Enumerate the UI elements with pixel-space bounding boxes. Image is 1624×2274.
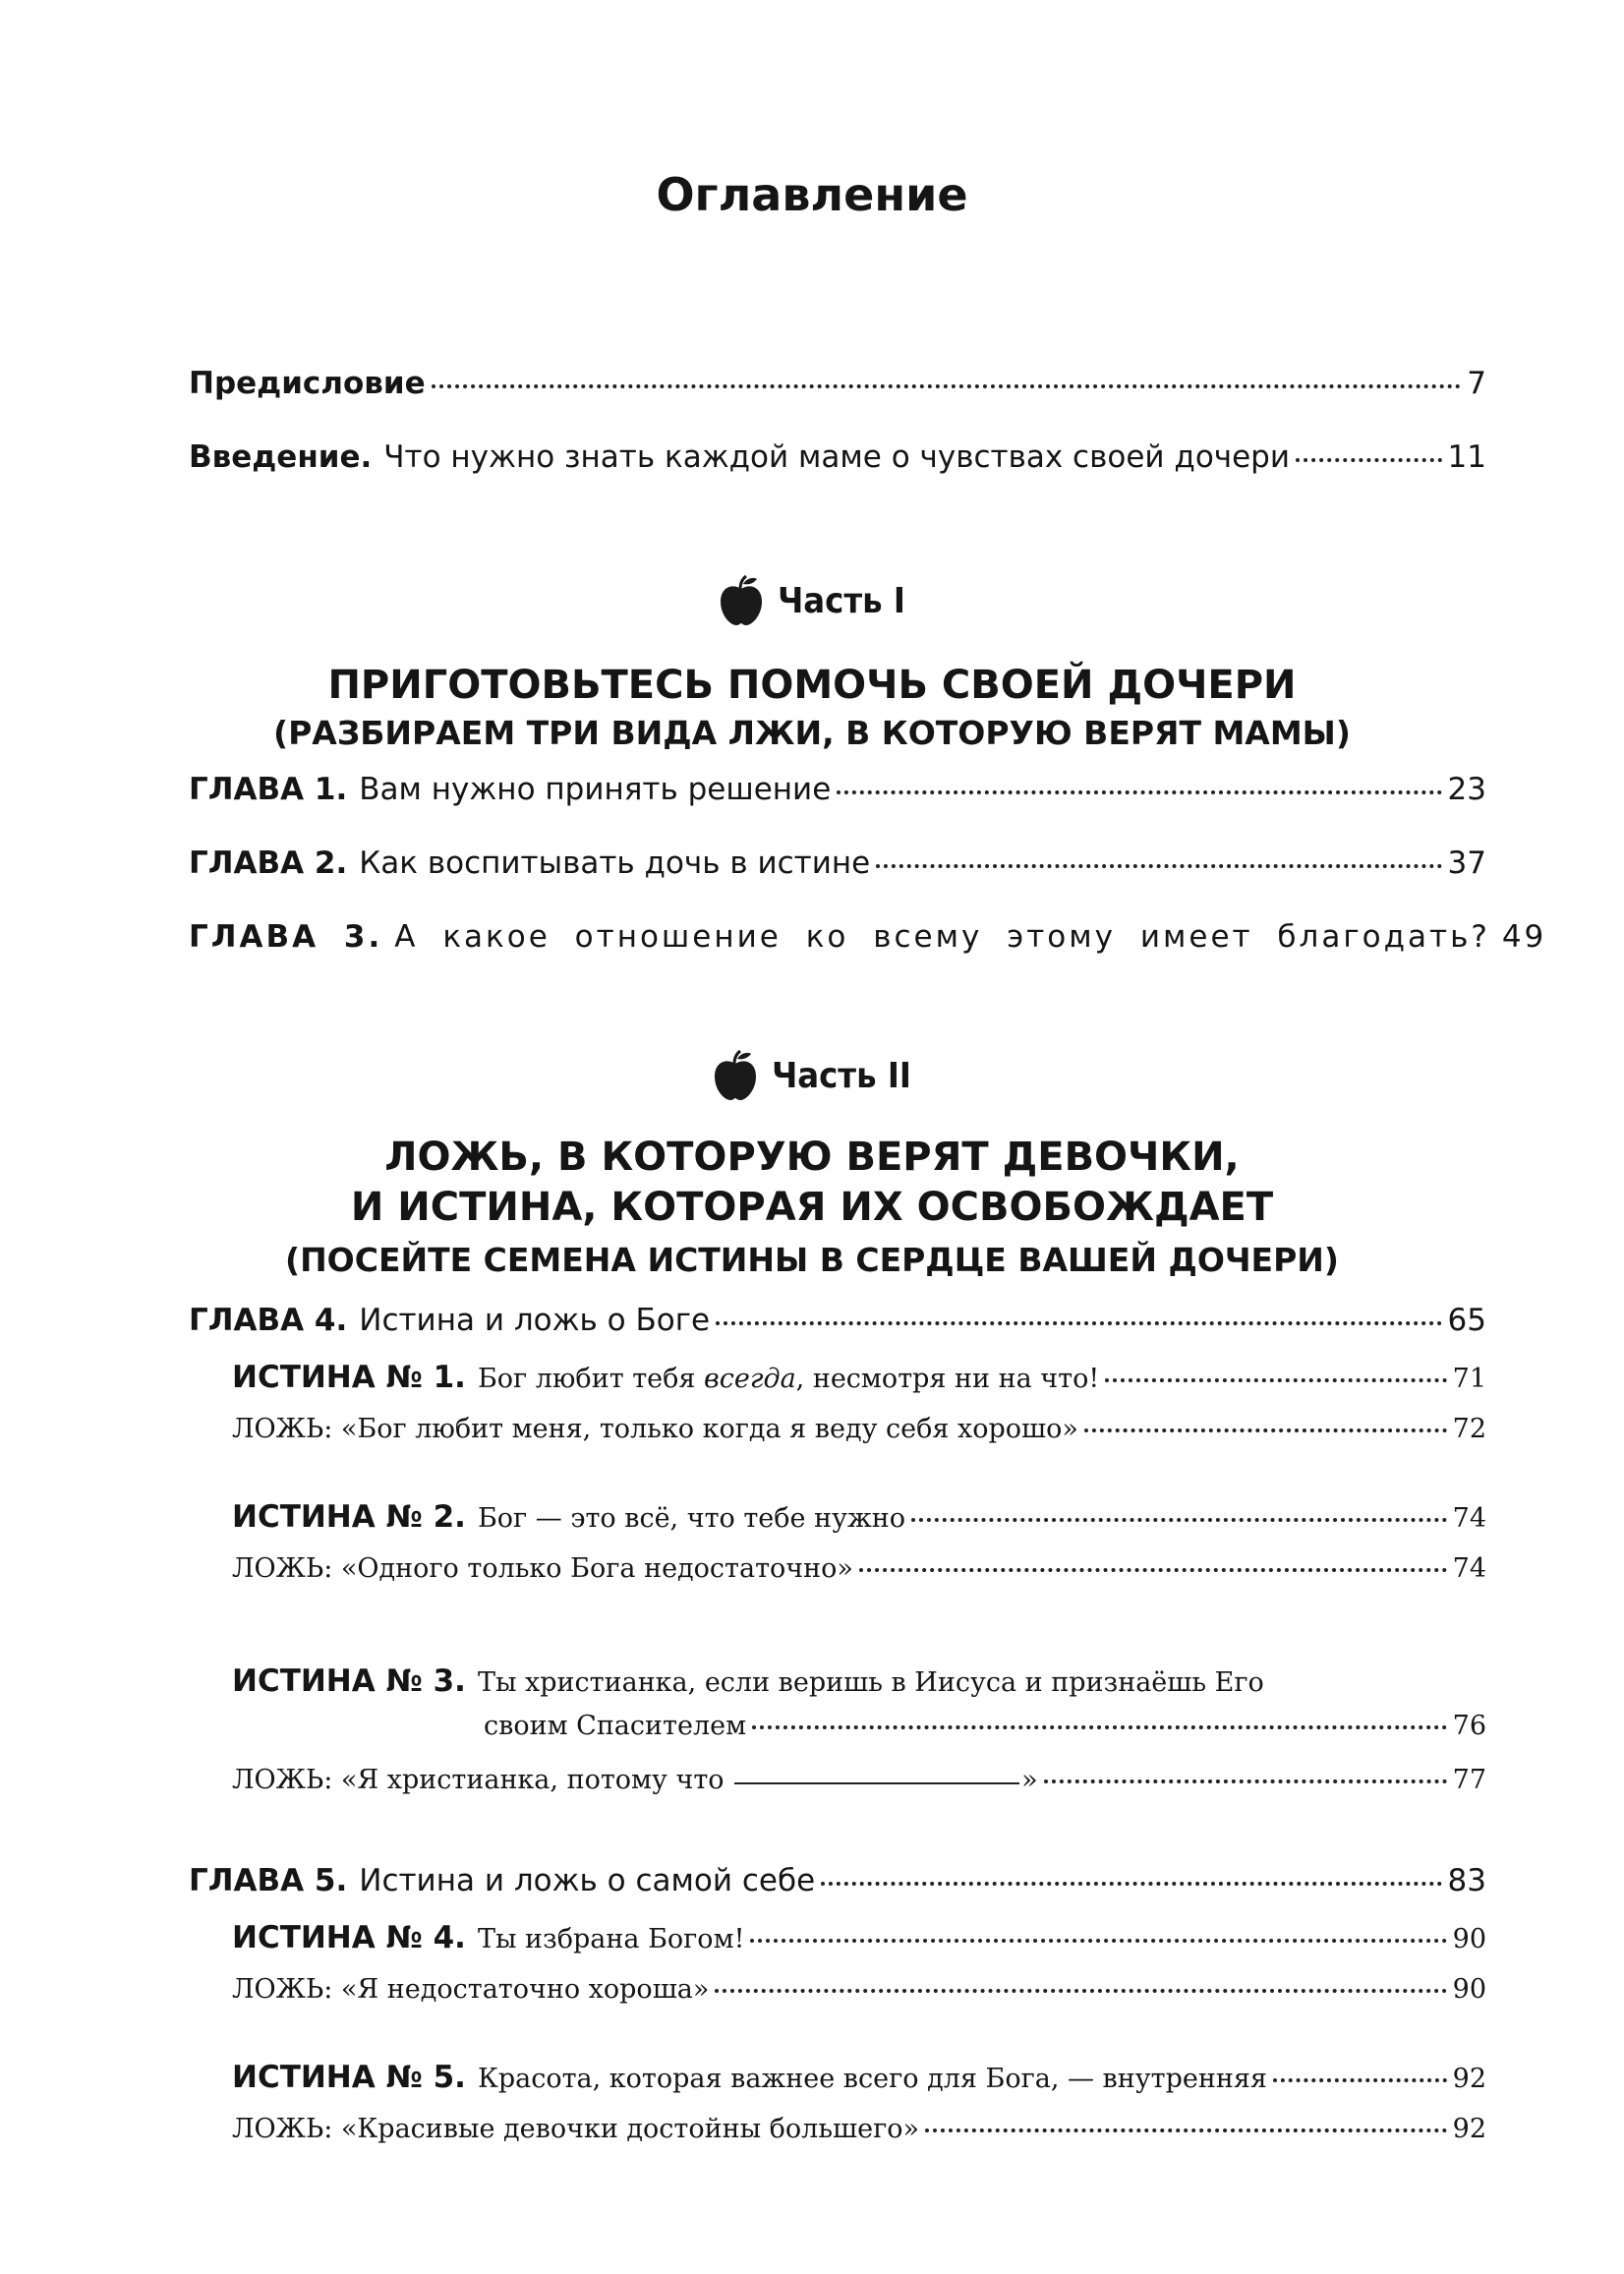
page-number: 74 xyxy=(1452,1553,1486,1584)
toc-entry-chapter-1[interactable] xyxy=(189,772,1486,823)
part-2-heading-line-2: И ИСТИНА, КОТОРАЯ ИХ ОСВОБОЖДАЕТ xyxy=(350,1185,1274,1230)
part-1-label-row xyxy=(0,575,1624,630)
part-1-label: Часть I xyxy=(778,580,905,621)
page-number: 90 xyxy=(1452,1974,1486,2005)
entry-prefix: ИСТИНА № 1. xyxy=(232,1360,466,1395)
entry-prefix: ИСТИНА № 5. xyxy=(232,2060,466,2095)
entry-prefix: ГЛАВА 2. xyxy=(189,845,348,881)
entry-prefix: ГЛАВА 1. xyxy=(189,772,348,807)
part-1-heading: ПРИГОТОВЬТЕСЬ ПОМОЧЬ СВОЕЙ ДОЧЕРИ xyxy=(327,663,1297,708)
entry-prefix: Введение. xyxy=(189,439,373,475)
emphasis-text: всегда xyxy=(704,1364,796,1394)
part-2-heading-line-1: ЛОЖЬ, В КОТОРУЮ ВЕРЯТ ДЕВОЧКИ, xyxy=(384,1135,1240,1180)
entry-label-continuation: своим Спасителем xyxy=(484,1711,747,1741)
entry-label: Как воспитывать дочь в истине xyxy=(359,845,871,881)
dot-leader xyxy=(859,1567,1447,1572)
toc-entry-truth-5[interactable] xyxy=(232,2060,1486,2105)
dot-leader xyxy=(715,1988,1446,1993)
toc-entry-introduction[interactable] xyxy=(189,439,1486,491)
dot-leader xyxy=(1105,1377,1446,1382)
part-2-label-row xyxy=(0,1050,1624,1105)
page-number: 49 xyxy=(1501,919,1547,955)
entry-label: Что нужно знать каждой маме о чувствах своей дочери xyxy=(383,439,1291,475)
entry-label: ЛОЖЬ: «Я недостаточно хороша» xyxy=(232,1974,710,2005)
page-number: 11 xyxy=(1447,439,1486,475)
entry-label: ЛОЖЬ: «Одного только Бога недостаточно» xyxy=(232,1553,853,1584)
page-number: 76 xyxy=(1452,1711,1486,1741)
toc-entry-lie-2[interactable] xyxy=(232,1553,1486,1599)
page-number: 83 xyxy=(1447,1863,1486,1898)
dot-leader xyxy=(432,383,1462,388)
fill-in-blank xyxy=(734,1782,1019,1784)
toc-entry-chapter-4[interactable] xyxy=(189,1303,1486,1354)
page-number: 7 xyxy=(1467,366,1486,401)
entry-prefix: ГЛАВА 4. xyxy=(189,1303,348,1338)
page-number: 77 xyxy=(1452,1765,1486,1795)
entry-label: Бог — это всё, что тебе нужно xyxy=(477,1503,906,1534)
page-title: Оглавление xyxy=(656,168,968,221)
dot-leader xyxy=(1084,1428,1447,1432)
dot-leader xyxy=(925,2128,1447,2132)
apple-icon xyxy=(713,1050,758,1101)
page-number: 37 xyxy=(1447,845,1486,881)
entry-prefix: ИСТИНА № 2. xyxy=(232,1499,466,1535)
dot-leader xyxy=(1296,457,1442,462)
toc-entry-chapter-2[interactable] xyxy=(189,845,1486,897)
entry-label: Вам нужно принять решение xyxy=(359,772,832,807)
page-number: 92 xyxy=(1452,2064,1486,2094)
entry-prefix: ГЛАВА 5. xyxy=(189,1863,348,1898)
dot-leader xyxy=(1044,1778,1447,1783)
entry-label: Ты избрана Богом! xyxy=(477,1924,745,1954)
toc-entry-truth-2[interactable] xyxy=(232,1499,1486,1545)
page-number: 74 xyxy=(1452,1503,1486,1534)
dot-leader xyxy=(752,1724,1447,1729)
entry-label: Ты христианка, если веришь в Иисуса и признаёшь Его xyxy=(477,1667,1264,1698)
toc-entry-chapter-5[interactable] xyxy=(189,1863,1486,1914)
entry-label: ЛОЖЬ: «Бог любит меня, только когда я веду себя хорошо» xyxy=(232,1414,1078,1444)
apple-icon xyxy=(719,575,764,626)
toc-entry-preface[interactable] xyxy=(189,366,1486,417)
entry-label: Истина и ложь о Боге xyxy=(359,1303,711,1338)
entry-prefix: ИСТИНА № 4. xyxy=(232,1920,466,1955)
dot-leader xyxy=(716,1320,1441,1325)
entry-label: А какое отношение ко всему этому имеет благодать? xyxy=(394,919,1490,955)
page-number: 92 xyxy=(1452,2114,1486,2144)
entry-prefix: ГЛАВА 3. xyxy=(189,919,383,955)
part-2-label: Часть II xyxy=(772,1055,911,1096)
entry-label: Истина и ложь о самой себе xyxy=(359,1863,816,1898)
dot-leader xyxy=(750,1938,1446,1943)
part-1-subheading: (РАЗБИРАЕМ ТРИ ВИДА ЛЖИ, В КОТОРУЮ ВЕРЯТ МАМЫ) xyxy=(273,714,1351,752)
page-number: 65 xyxy=(1447,1303,1486,1338)
page-number: 23 xyxy=(1447,772,1486,807)
entry-label: Бог любит тебя всегда, несмотря ни на что! xyxy=(477,1364,1100,1394)
dot-leader xyxy=(1273,2077,1447,2082)
toc-entry-lie-1[interactable] xyxy=(232,1414,1486,1459)
page-number: 72 xyxy=(1452,1414,1486,1444)
entry-label: ЛОЖЬ: «Я христианка, потому что » xyxy=(232,1765,1038,1795)
entry-label: ЛОЖЬ: «Красивые девочки достойны большего» xyxy=(232,2114,920,2144)
entry-label: Красота, которая важнее всего для Бога, — внутренняя xyxy=(477,2064,1267,2094)
toc-entry-truth-4[interactable] xyxy=(232,1920,1486,1965)
toc-entry-lie-3[interactable] xyxy=(232,1765,1486,1810)
toc-entry-truth-3-line-2[interactable] xyxy=(484,1711,1486,1756)
dot-leader xyxy=(876,863,1441,868)
toc-entry-truth-3-line-1[interactable] xyxy=(232,1663,1486,1709)
dot-leader xyxy=(911,1517,1447,1522)
dot-leader xyxy=(837,789,1441,794)
toc-entry-lie-4[interactable] xyxy=(232,1974,1486,2019)
page-number: 90 xyxy=(1452,1924,1486,1954)
part-2-subheading: (ПОСЕЙТЕ СЕМЕНА ИСТИНЫ В СЕРДЦЕ ВАШЕЙ ДОЧЕРИ) xyxy=(284,1241,1339,1279)
page-number: 71 xyxy=(1452,1364,1486,1394)
toc-entry-lie-5[interactable] xyxy=(232,2114,1486,2159)
entry-prefix: ИСТИНА № 3. xyxy=(232,1663,466,1699)
dot-leader xyxy=(821,1881,1441,1886)
toc-entry-chapter-3[interactable] xyxy=(189,919,1547,970)
entry-prefix: Предисловие xyxy=(189,366,426,401)
toc-entry-truth-1[interactable] xyxy=(232,1360,1486,1405)
